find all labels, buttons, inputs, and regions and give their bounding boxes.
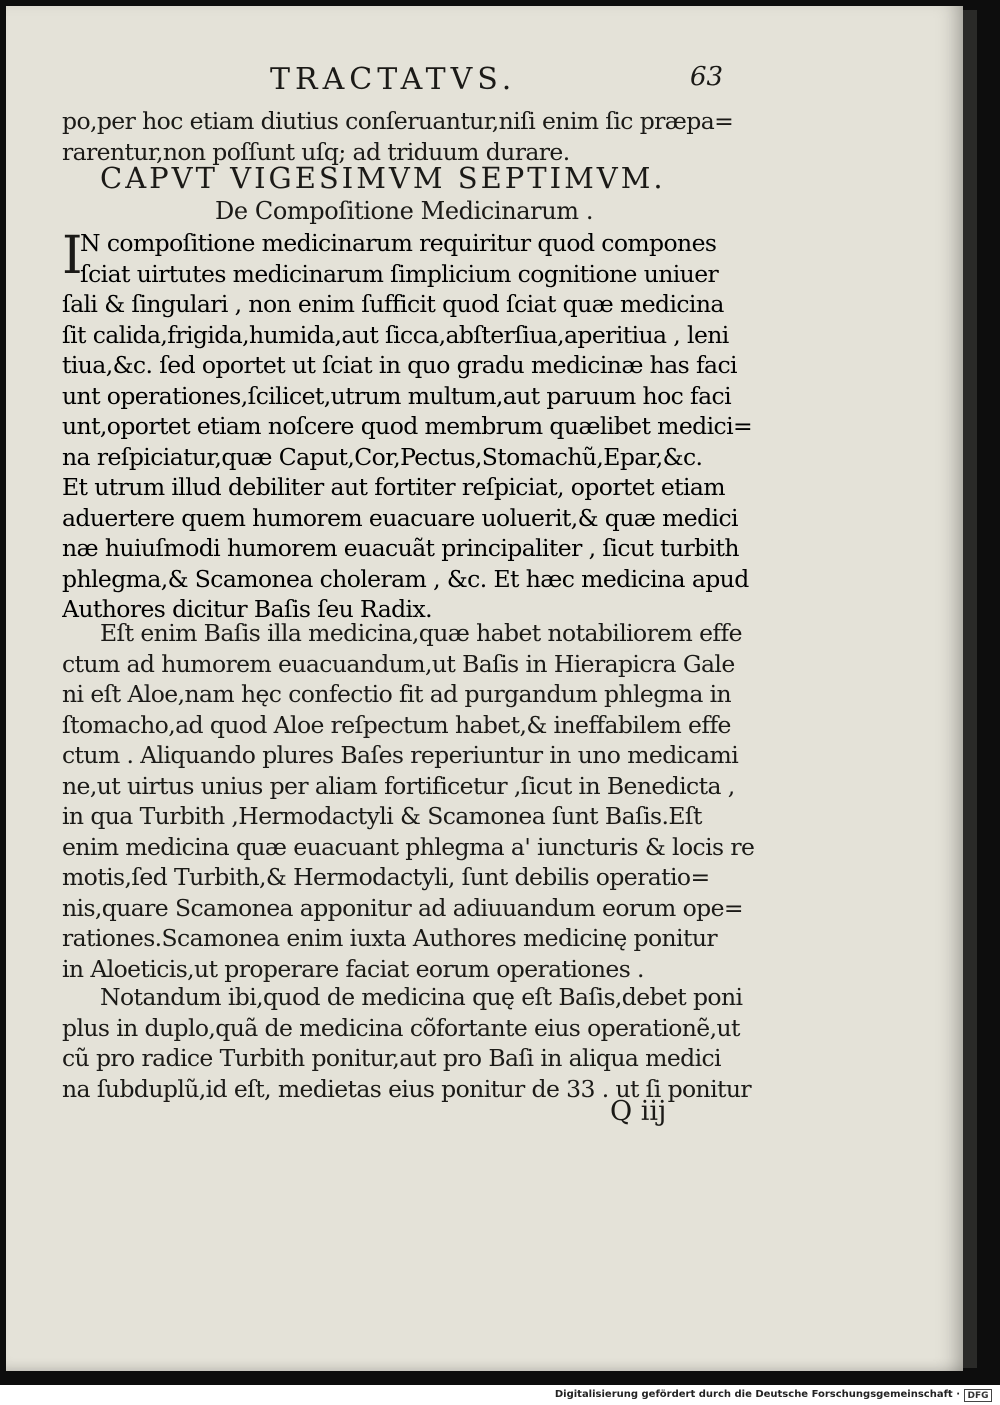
- text-line: aduertere quem humorem euacuare uoluerit,& quæ medici: [62, 503, 738, 532]
- text-line: ſciat uirtutes medicinarum ſimplicium cognitione uniuer: [80, 259, 719, 288]
- text-line: ctum . Aliquando plures Baſes reperiuntur in uno medicami: [62, 741, 739, 769]
- paragraph-1: [62, 228, 772, 625]
- signature-mark: Q iij: [610, 1096, 667, 1127]
- text-line: rarentur,non poſſunt uſq; ad triduum durare.: [62, 137, 570, 166]
- drop-cap: I: [62, 226, 83, 286]
- running-title: TRACTATVS.: [270, 62, 517, 97]
- text-line: cũ pro radice Turbith ponitur,aut pro Baſi in aliqua medici: [62, 1044, 721, 1072]
- text-line: Authores dicitur Baſis ſeu Radix.: [62, 595, 432, 623]
- text-line: ſtomacho,ad quod Aloe reſpectum habet,& ineffabilem effe: [62, 710, 731, 739]
- text-line: unt operationes,ſcilicet,utrum multum,aut paruum hoc faci: [62, 381, 732, 410]
- paragraph-2: [62, 618, 772, 984]
- chapter-subtitle: De Compoſitione Medicinarum .: [215, 197, 594, 225]
- page-header: [270, 62, 730, 102]
- text-line: na ſubduplũ,id eſt, medietas eius ponitur de 33 . ut ſi ponitur: [62, 1074, 752, 1103]
- text-line: ſit calida,frigida,humida,aut ſicca,abſterſiua,aperitiua , leni: [62, 320, 729, 349]
- text-line: na reſpiciatur,quæ Caput,Cor,Pectus,Stomachũ,Epar,&c.: [62, 442, 703, 471]
- text-line: næ huiuſmodi humorem euacuãt principaliter , ſicut turbith: [62, 534, 739, 562]
- text-line: ne,ut uirtus unius per aliam fortificetur ,ſicut in Benedicta ,: [62, 771, 735, 800]
- paragraph-3: [62, 982, 772, 1104]
- text-line: in Aloeticis,ut properare faciat eorum operationes .: [62, 954, 644, 983]
- text-line: ni eſt Aloe,nam hęc confectio fit ad purgandum phlegma in: [62, 680, 732, 708]
- text-line: enim medicina quæ euacuant phlegma a' iuncturis & locis re: [62, 832, 755, 861]
- footer-bar: [0, 1388, 1000, 1405]
- page-number: 63: [690, 62, 724, 92]
- text-line: N compoſitione medicinarum requiritur quod compones: [80, 229, 717, 257]
- text-line: in qua Turbith ,Hermodactyli & Scamonea ſunt Baſis.Eſt: [62, 802, 702, 830]
- text-line: rationes.Scamonea enim iuxta Authores medicinę ponitur: [62, 924, 717, 952]
- text-line: Et utrum illud debiliter aut fortiter reſpiciat, oportet etiam: [62, 473, 725, 501]
- text-line: nis,quare Scamonea apponitur ad adiuuandum eorum ope=: [62, 893, 743, 922]
- text-line: Notandum ibi,quod de medicina quę eſt Baſis,debet poni: [100, 983, 743, 1011]
- funding-credit: Digitalisierung gefördert durch die Deutsche Forschungsgemeinschaft ·: [554, 1389, 960, 1400]
- text-line: motis,ſed Turbith,& Hermodactyli, ſunt debilis operatio=: [62, 863, 710, 891]
- text-line: po,per hoc etiam diutius conſeruantur,niſi enim ſic præpa=: [62, 107, 734, 135]
- text-line: phlegma,& Scamonea choleram , &c. Et hæc medicina apud: [62, 564, 749, 593]
- text-line: plus in duplo,quã de medicina cõfortante eius operationẽ,ut: [62, 1013, 740, 1042]
- page-edge: [963, 10, 977, 1368]
- text-line: ctum ad humorem euacuandum,ut Baſis in Hierapicra Gale: [62, 649, 735, 678]
- top-text-block: [62, 106, 772, 167]
- dfg-logo: DFG: [964, 1389, 992, 1402]
- text-line: unt,oportet etiam noſcere quod membrum quælibet medici=: [62, 412, 753, 440]
- text-line: Eſt enim Baſis illa medicina,quæ habet notabiliorem effe: [100, 619, 742, 647]
- text-line: ſali & ſingulari , non enim ſufficit quod ſciat quæ medicina: [62, 290, 724, 318]
- chapter-title: CAPVT VIGESIMVM SEPTIMVM.: [100, 161, 666, 195]
- text-line: tiua,&c. ſed oportet ut ſciat in quo gradu medicinæ has faci: [62, 351, 737, 379]
